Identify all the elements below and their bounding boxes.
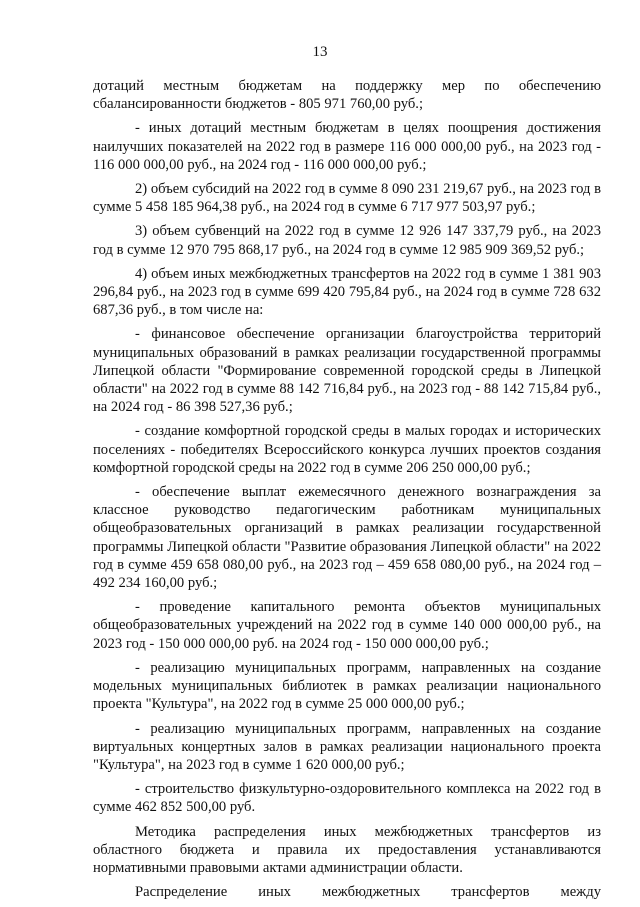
paragraph-subsidies-balance: дотаций местным бюджетам на поддержку мер по обеспечению сбалансированности бюджетов - 805 971 760,00 руб.; bbox=[93, 78, 601, 113]
paragraph-distribution: Распределение иных межбюджетных трансфертов между bbox=[135, 884, 601, 901]
paragraph-school-repairs: - проведение капитального ремонта объектов муниципальных общеобразовательных учреждений на 2022 год в сумме 140 000 000,00 руб., на 2023 год - 150 000 000,00 руб. на 2024 год - 150 000 000,00 руб.; bbox=[93, 599, 601, 652]
page-number: 13 bbox=[312, 44, 328, 60]
paragraph-sports-complex: - строительство физкультурно-оздоровительного комплекса на 2022 год в сумме 462 852 500,00 руб. bbox=[93, 781, 601, 816]
paragraph-incentive-subsidies: - иных дотаций местным бюджетам в целях поощрения достижения наилучших показателей на 2022 год в размере 116 000 000,00 руб., на 2023 год - 116 000 000,00 руб., на 2024 год - 116 000 000,00 руб.; bbox=[93, 120, 601, 173]
paragraph-other-transfers: 4) объем иных межбюджетных трансфертов на 2022 год в сумме 1 381 903 296,84 руб., на 2023 год в сумме 699 420 795,84 руб., на 2024 год в сумме 728 632 687,36 руб., в том числе на: bbox=[93, 265, 601, 319]
paragraph-small-towns: - создание комфортной городской среды в малых городах и исторических поселениях - победителях Всероссийского конкурса лучших проектов создания комфортной городской среды на 2022 год в сумме 206 250 000,00 руб.; bbox=[93, 423, 601, 476]
paragraph-subventions-volume: 3) объем субвенций на 2022 год в сумме 12 926 147 337,79 руб., на 2023 год в сумме 12 970 795 868,17 руб., на 2024 год в сумме 12 985 909 369,52 руб.; bbox=[93, 223, 601, 258]
paragraph-methodology: Методика распределения иных межбюджетных трансфертов из областного бюджета и правила их предоставления устанавливаются нормативными правовыми актами администрации области. bbox=[93, 823, 601, 876]
paragraph-teacher-payments: - обеспечение выплат ежемесячного денежного вознаграждения за классное руководство педагогическим работникам муниципальных общеобразовательных организаций в рамках реализации государственной программы Липецкой области "Развитие образования Липецкой области" на 2022 год в сумме 459 658 080,00 руб., на 2023 год – 459 658 080,00 руб., на 2024 год – 492 234 160,00 руб.; bbox=[93, 484, 601, 592]
document-body bbox=[93, 77, 601, 907]
paragraph-model-libraries: - реализацию муниципальных программ, направленных на создание модельных муниципальных библиотек в рамках реализации национального проекта "Культура", на 2022 год в сумме 25 000 000,00 руб.; bbox=[93, 659, 601, 713]
paragraph-grants-volume: 2) объем субсидий на 2022 год в сумме 8 090 231 219,67 руб., на 2023 год в сумме 5 458 185 964,38 руб., на 2024 год в сумме 6 717 977 503,97 руб.; bbox=[93, 181, 601, 216]
paragraph-urban-environment: - финансовое обеспечение организации благоустройства территорий муниципальных образований в рамках реализации государственной программы Липецкой области "Формирование современной городской среды в Липецкой области" на 2022 год в сумме 88 142 716,84 руб., на 2023 год - 88 142 715,84 руб., на 2024 год - 86 398 527,36 руб.; bbox=[93, 326, 601, 416]
paragraph-virtual-halls: - реализацию муниципальных программ, направленных на создание виртуальных концертных залов в рамках реализации национального проекта "Культура", на 2023 год в сумме 1 620 000,00 руб.; bbox=[93, 720, 601, 773]
